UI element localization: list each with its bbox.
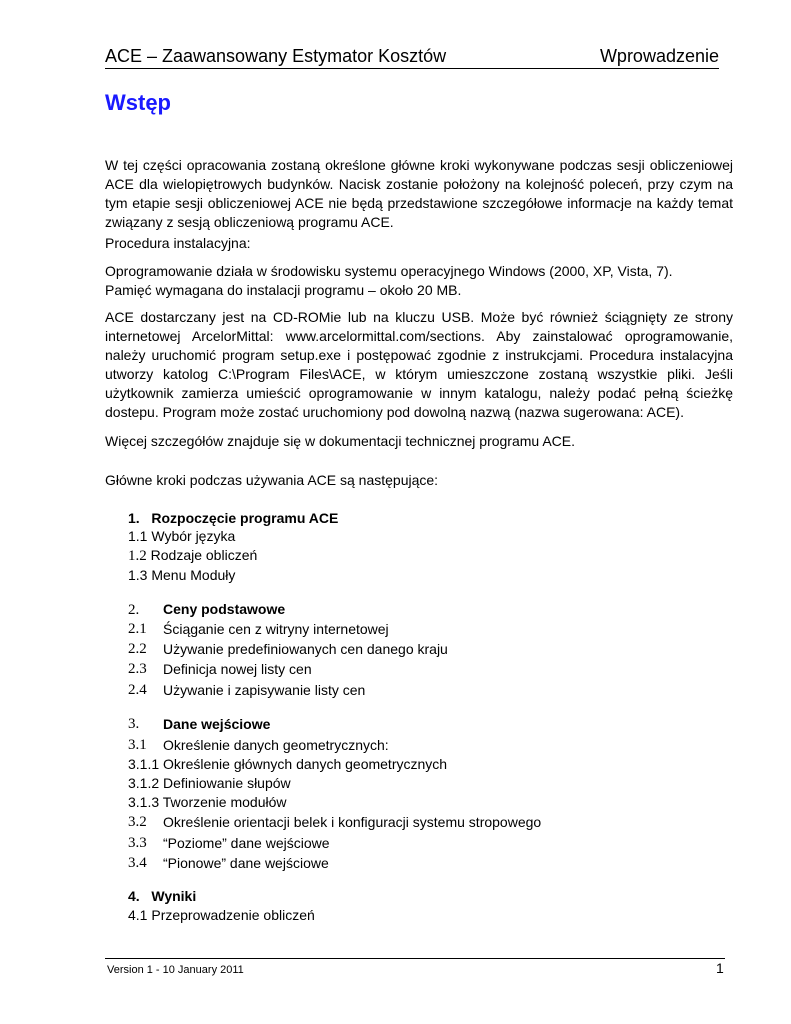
sub-list-item: 3.1.2 Definiowanie słupów [128, 775, 291, 791]
list-item: 1.1 Wybór języka [128, 528, 236, 544]
sub-list-item: 3.1.1 Określenie głównych danych geometrycznych [128, 756, 448, 772]
list-item-number: 1.2 [128, 548, 147, 564]
install-line-memory: Pamięć wymagana do instalacji programu – około 20 MB. [105, 282, 462, 298]
section-2-number: 2. [128, 602, 140, 618]
section-4-title: Wyniki [151, 888, 197, 904]
section-3-title: Dane wejściowe [163, 716, 271, 732]
sub-list-item: 3.1.3 Tworzenie modułów [128, 794, 287, 810]
list-item-number: 2.3 [128, 661, 147, 677]
list-item-number: 3.2 [128, 814, 147, 830]
list-item-number: 2.1 [128, 621, 147, 637]
section-2-heading [128, 600, 139, 620]
page-header [105, 44, 719, 69]
list-item: Używanie predefiniowanych cen danego kraju [163, 641, 448, 657]
page-number: 1 [716, 960, 724, 976]
section-4-number: 4. [128, 888, 140, 904]
list-item-text: Rodzaje obliczeń [150, 547, 258, 563]
header-title: ACE – Zaawansowany Estymator Kosztów [105, 46, 447, 66]
section-1-number: 1. [128, 510, 140, 526]
section-1-title: Rozpoczęcie programu ACE [151, 510, 339, 526]
details-line: Więcej szczegółów znajduje się w dokumentacji technicznej programu ACE. [105, 433, 575, 449]
footer-divider [105, 958, 725, 959]
install-paragraph: ACE dostarczany jest na CD-ROMie lub na kluczu USB. Może być również ściągnięty ze strony internetowej ArcelorMittal: www.arcelormittal.com/sections. Aby zainstalować oprogramowanie, należy uruchomić program setup.exe i postępować zgodnie z instrukcjami. Procedura instalacyjna utworzy katolog C:\Program Files\ACE, w którym umieszczone zostaną wszystkie pliki. Jeśli użytkownik zamierza umieścić oprogramowanie w innym katalogu, należy podać pełną ścieżkę dostepu. Program może zostać uruchomiony pod dowolną nazwą (nazwa sugerowana: ACE). [105, 309, 733, 420]
list-item-number: 3.1 [128, 737, 147, 753]
footer-version: Version 1 - 10 January 2011 [107, 964, 244, 976]
install-line-os: Oprogramowanie działa w środowisku systemu operacyjnego Windows (2000, XP, Vista, 7). [105, 263, 673, 279]
page-title: Wstęp [105, 90, 171, 115]
list-item: 4.1 Przeprowadzenie obliczeń [128, 907, 315, 923]
list-item-number: 3.3 [128, 835, 147, 851]
list-item: Używanie i zapisywanie listy cen [163, 682, 366, 698]
section-4-heading [128, 887, 196, 906]
list-item: “Pionowe” dane wejściowe [163, 855, 329, 871]
list-item: “Poziome” dane wejściowe [163, 835, 330, 851]
list-item: 1.3 Menu Moduły [128, 567, 236, 583]
section-3-number: 3. [128, 716, 140, 732]
intro-paragraph: W tej części opracowania zostaną określone główne kroki wykonywane podczas sesji obliczeniowej ACE dla wielopiętrowych budynków. Nacisk zostanie położony na kolejność poleceń, przy czym na tym etapie sesji obliczeniowej ACE nie będą przedstawione szczegółowe informacje na każdy temat związany z sesją obliczeniową programu ACE. [105, 157, 733, 230]
list-item: Określenie orientacji belek i konfiguracji systemu stropowego [163, 814, 542, 830]
steps-intro: Główne kroki podczas używania ACE są następujące: [105, 472, 439, 488]
list-item [128, 546, 257, 566]
list-item: Ściąganie cen z witryny internetowej [163, 621, 389, 637]
list-item: Definicja nowej listy cen [163, 661, 312, 677]
list-item-number: 2.4 [128, 682, 147, 698]
install-label: Procedura instalacyjna: [105, 235, 251, 251]
header-section: Wprowadzenie [599, 46, 719, 66]
section-1-heading [128, 509, 338, 528]
list-item-number: 3.4 [128, 855, 147, 871]
section-2-title: Ceny podstawowe [163, 601, 286, 617]
list-item: Określenie danych geometrycznych: [163, 737, 389, 753]
list-item-number: 2.2 [128, 641, 147, 657]
